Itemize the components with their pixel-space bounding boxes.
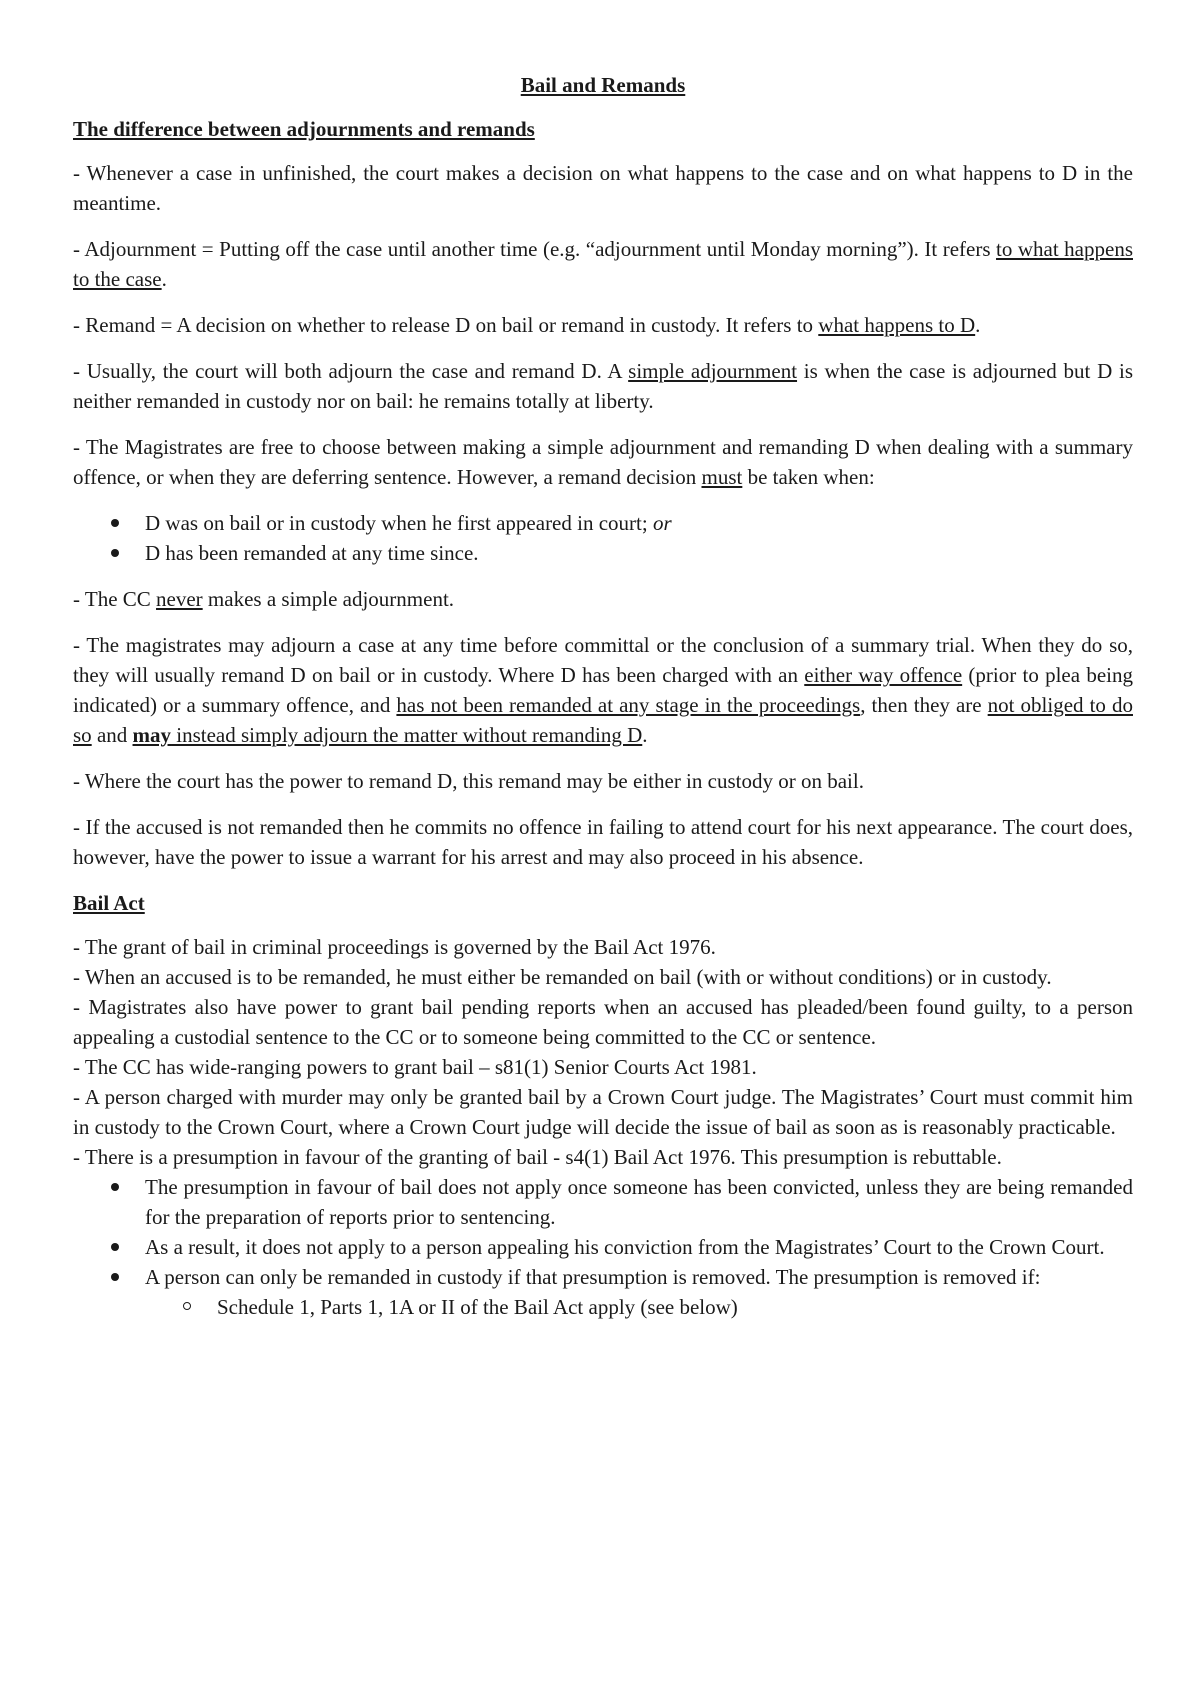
- paragraph: - The Magistrates are free to choose between making a simple adjournment and remanding D when dealing with a summary offence, or when they are deferring sentence. However, a remand decision must be taken when:: [73, 435, 1133, 489]
- paragraph: - Magistrates also have power to grant bail pending reports when an accused has pleaded/been found guilty, to a person appealing a custodial sentence to the CC or to someone being committed to the CC or sentence.: [73, 995, 1133, 1049]
- section-heading-bail-act: Bail Act: [73, 891, 145, 915]
- paragraph: - Whenever a case in unfinished, the court makes a decision on what happens to the case and on what happens to D in the meantime.: [73, 161, 1133, 215]
- document-page: [73, 70, 1133, 1322]
- paragraph: - The CC never makes a simple adjournment.: [73, 587, 455, 611]
- paragraph: - The magistrates may adjourn a case at any time before committal or the conclusion of a summary trial. When they do so, they will usually remand D on bail or in custody. Where D has been charged with an either way offence (prior to plea being indicated) or a summary offence, and has not been remanded at any stage in the proceedings, then they are not obliged to do so and may instead simply adjourn the matter without remanding D.: [73, 633, 1133, 747]
- paragraph: - Usually, the court will both adjourn the case and remand D. A simple adjournment is when the case is adjourned but D is neither remanded in custody nor on bail: he remains totally at liberty.: [73, 359, 1133, 413]
- bullet-list: [73, 508, 1133, 568]
- list-item: D has been remanded at any time since.: [145, 538, 1133, 568]
- paragraph: - When an accused is to be remanded, he must either be remanded on bail (with or without conditions) or in custody.: [73, 965, 1052, 989]
- list-item: The presumption in favour of bail does not apply once someone has been convicted, unless they are being remanded for the preparation of reports prior to sentencing.: [145, 1172, 1133, 1232]
- sub-list: [145, 1292, 1133, 1322]
- paragraph: - The grant of bail in criminal proceedings is governed by the Bail Act 1976.: [73, 935, 716, 959]
- list-item: D was on bail or in custody when he first appeared in court; or: [145, 508, 1133, 538]
- section-heading-adjournments: The difference between adjournments and remands: [73, 117, 535, 141]
- paragraph: - Where the court has the power to remand D, this remand may be either in custody or on bail.: [73, 769, 864, 793]
- list-item: As a result, it does not apply to a person appealing his conviction from the Magistrates’ Court to the Crown Court.: [145, 1232, 1133, 1262]
- paragraph: - Adjournment = Putting off the case until another time (e.g. “adjournment until Monday morning”). It refers to what happens to the case.: [73, 237, 1133, 291]
- paragraph: - The CC has wide-ranging powers to grant bail – s81(1) Senior Courts Act 1981.: [73, 1055, 757, 1079]
- paragraph: - Remand = A decision on whether to release D on bail or remand in custody. It refers to what happens to D.: [73, 313, 981, 337]
- paragraph: - If the accused is not remanded then he commits no offence in failing to attend court for his next appearance. The court does, however, have the power to issue a warrant for his arrest and may also proceed in his absence.: [73, 815, 1133, 869]
- bullet-list: [73, 1172, 1133, 1322]
- list-item: A person can only be remanded in custody if that presumption is removed. The presumption is removed if: Schedule 1, Parts 1, 1A or II of the Bail Act apply (see below): [145, 1262, 1133, 1322]
- sub-list-item: Schedule 1, Parts 1, 1A or II of the Bail Act apply (see below): [217, 1292, 1133, 1322]
- paragraph: - A person charged with murder may only be granted bail by a Crown Court judge. The Magistrates’ Court must commit him in custody to the Crown Court, where a Crown Court judge will decide the issue of bail as soon as is reasonably practicable.: [73, 1085, 1133, 1139]
- document-title: Bail and Remands: [520, 73, 686, 97]
- paragraph: - There is a presumption in favour of the granting of bail - s4(1) Bail Act 1976. This presumption is rebuttable.: [73, 1145, 1002, 1169]
